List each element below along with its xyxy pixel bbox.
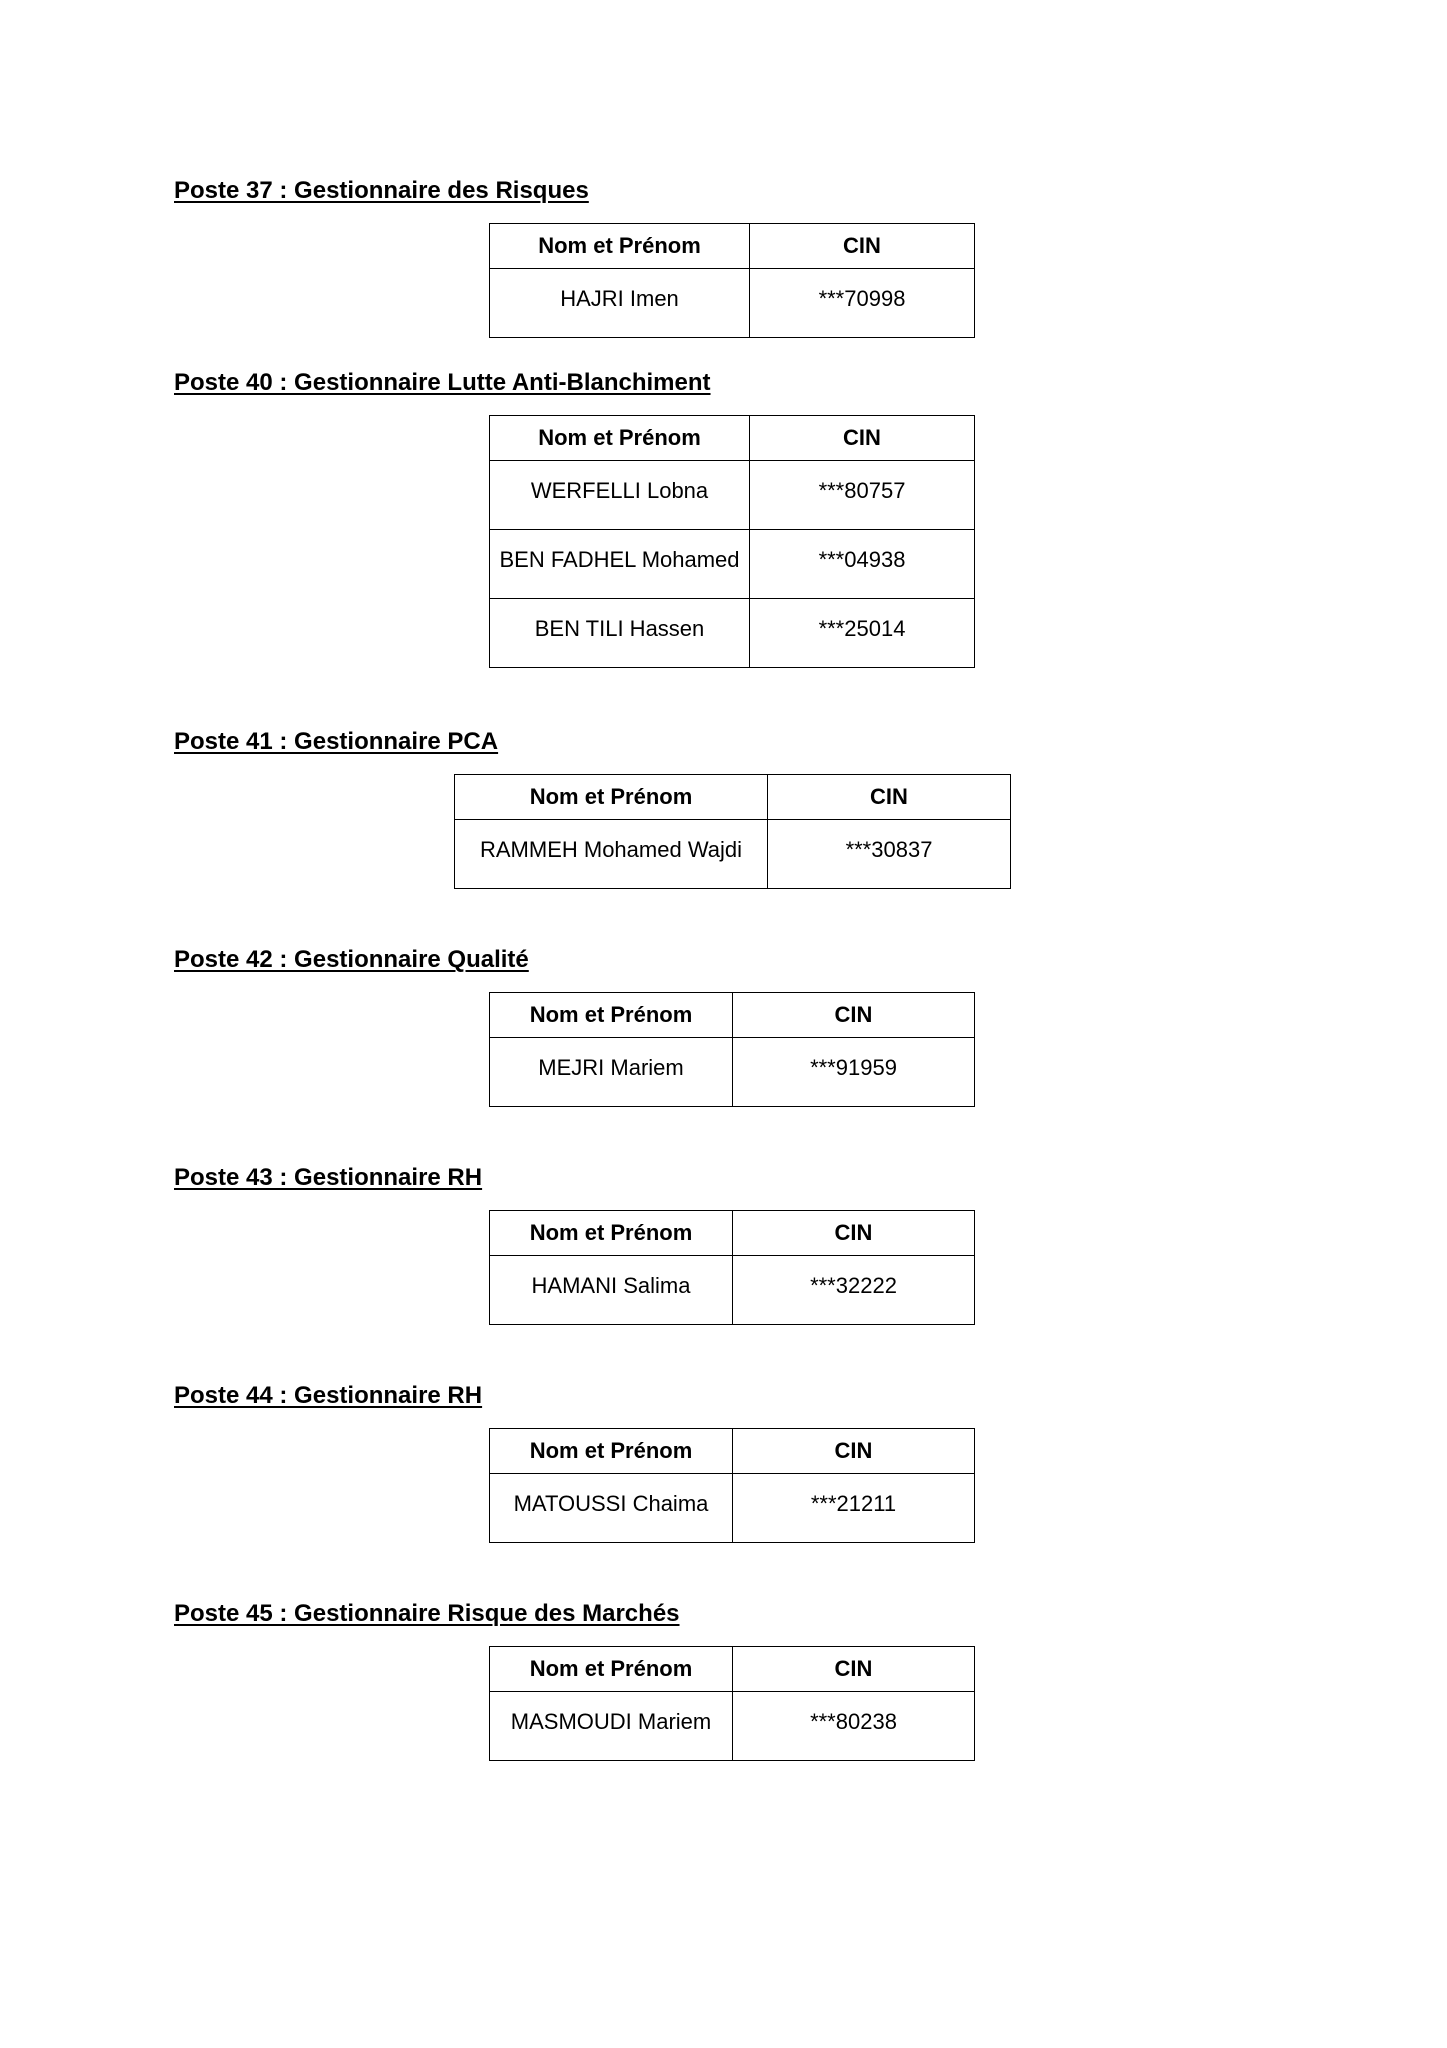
- candidate-cin: ***04938: [750, 530, 975, 599]
- candidates-table: [489, 992, 975, 1107]
- candidates-table: [489, 223, 975, 338]
- poste-title: Poste 42 : Gestionnaire Qualité: [174, 946, 529, 973]
- candidate-name: BEN FADHEL Mohamed: [490, 530, 750, 599]
- candidate-cin: ***80238: [733, 1692, 975, 1761]
- candidate-cin: ***25014: [750, 599, 975, 668]
- candidate-name: MATOUSSI Chaima: [490, 1474, 733, 1543]
- candidate-cin: ***70998: [750, 269, 975, 338]
- poste-title: Poste 43 : Gestionnaire RH: [174, 1164, 483, 1191]
- header-cin: CIN: [733, 1429, 975, 1474]
- candidate-name: MEJRI Mariem: [490, 1038, 733, 1107]
- poste-title: Poste 44 : Gestionnaire RH: [174, 1382, 483, 1409]
- table-row: [490, 269, 975, 338]
- candidate-name: HAMANI Salima: [490, 1256, 733, 1325]
- poste-title: Poste 41 : Gestionnaire PCA: [174, 728, 499, 755]
- table-row: [490, 530, 975, 599]
- candidates-table: [454, 774, 1011, 889]
- table-header-row: [490, 993, 975, 1038]
- candidates-table: [489, 415, 975, 668]
- candidate-name: BEN TILI Hassen: [490, 599, 750, 668]
- header-name: Nom et Prénom: [490, 224, 750, 269]
- poste-title: Poste 37 : Gestionnaire des Risques: [174, 177, 589, 204]
- header-cin: CIN: [733, 1211, 975, 1256]
- candidate-name: RAMMEH Mohamed Wajdi: [455, 820, 768, 889]
- candidate-name: HAJRI Imen: [490, 269, 750, 338]
- table-row: [490, 1474, 975, 1543]
- header-name: Nom et Prénom: [490, 416, 750, 461]
- header-cin: CIN: [768, 775, 1011, 820]
- table-header-row: [490, 224, 975, 269]
- table-row: [490, 461, 975, 530]
- header-name: Nom et Prénom: [490, 1429, 733, 1474]
- poste-title: Poste 45 : Gestionnaire Risque des Marchés: [174, 1600, 680, 1627]
- candidate-cin: ***80757: [750, 461, 975, 530]
- table-row: [490, 1692, 975, 1761]
- table-header-row: [455, 775, 1011, 820]
- candidate-cin: ***21211: [733, 1474, 975, 1543]
- table-row: [490, 1256, 975, 1325]
- table-header-row: [490, 1429, 975, 1474]
- candidate-name: WERFELLI Lobna: [490, 461, 750, 530]
- header-name: Nom et Prénom: [455, 775, 768, 820]
- header-cin: CIN: [733, 1647, 975, 1692]
- header-name: Nom et Prénom: [490, 1647, 733, 1692]
- header-cin: CIN: [750, 416, 975, 461]
- table-header-row: [490, 1647, 975, 1692]
- header-cin: CIN: [750, 224, 975, 269]
- table-header-row: [490, 1211, 975, 1256]
- candidates-table: [489, 1428, 975, 1543]
- candidates-table: [489, 1210, 975, 1325]
- candidate-name: MASMOUDI Mariem: [490, 1692, 733, 1761]
- candidate-cin: ***32222: [733, 1256, 975, 1325]
- table-header-row: [490, 416, 975, 461]
- poste-title: Poste 40 : Gestionnaire Lutte Anti-Blanchiment: [174, 369, 711, 396]
- candidate-cin: ***91959: [733, 1038, 975, 1107]
- table-row: [455, 820, 1011, 889]
- candidate-cin: ***30837: [768, 820, 1011, 889]
- candidates-table: [489, 1646, 975, 1761]
- header-name: Nom et Prénom: [490, 1211, 733, 1256]
- header-name: Nom et Prénom: [490, 993, 733, 1038]
- header-cin: CIN: [733, 993, 975, 1038]
- table-row: [490, 599, 975, 668]
- table-row: [490, 1038, 975, 1107]
